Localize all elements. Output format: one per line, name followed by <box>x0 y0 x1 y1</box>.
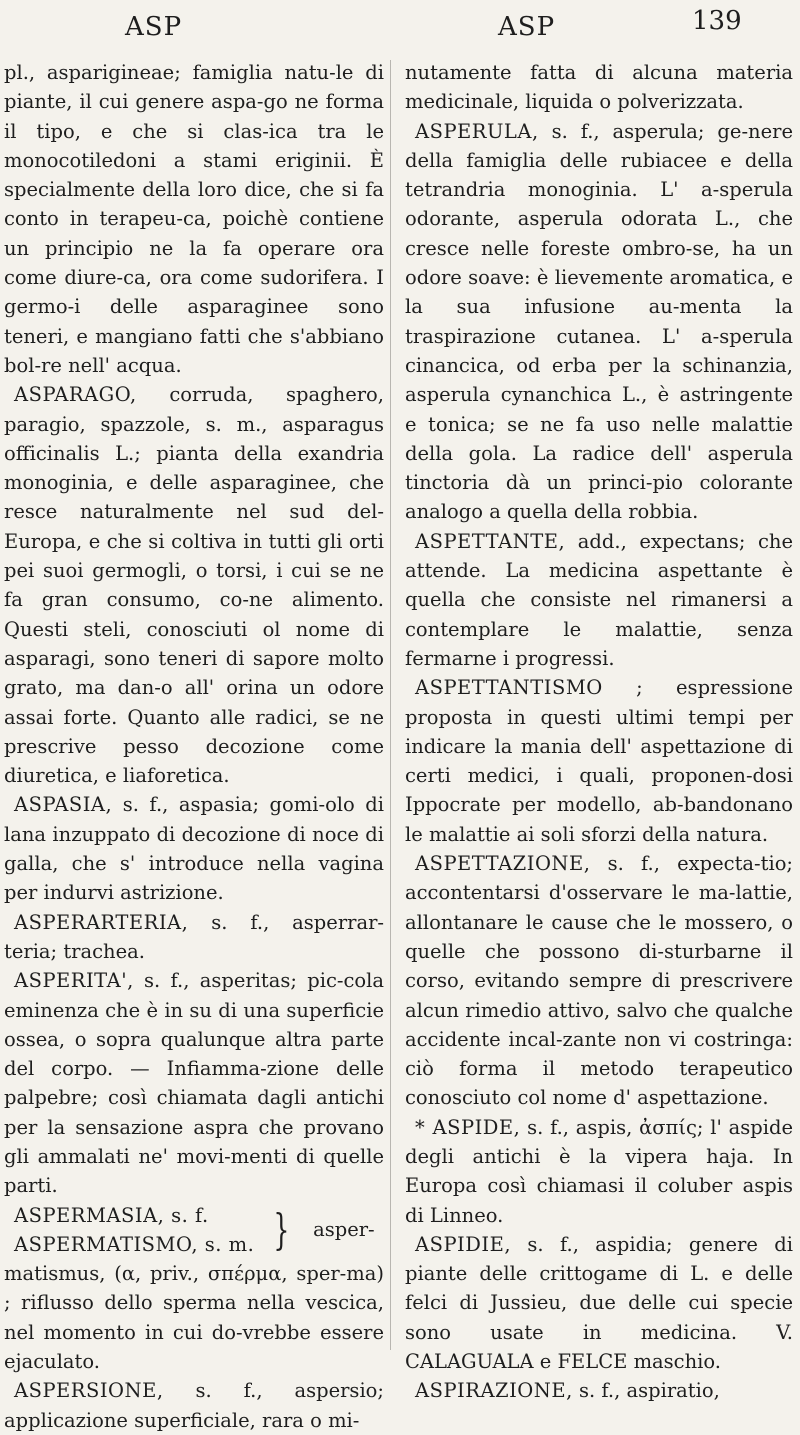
definition: add., expectans; che attende. La medicina aspettante è quella che consiste nel rimanersi a contemplare le malattie, senza fermarne i progressi. <box>405 529 794 670</box>
definition: s. f., asperula; ge-nere della famiglia delle rubiacee e della tetrandria monoginia. L' a-sperula odorante, asperula odorata L., che cresce nelle foreste ombro-se, ha un odore soave: è lievemente aromatica, e la sua infusione au-menta la traspirazione cutanea. L' a-sperula cinancica, od erba per la schinanzia, asperula cynanchica L., è astringente e tonica; se ne fa uso nelle malattie della gola. La radice dell' asperula tinctoria dà un princi-pio colorante analogo a quella della robbia. <box>405 119 793 524</box>
brace-glyph: } <box>273 1204 290 1254</box>
definition: s. f., asperitas; pic-cola eminenza che è in su di una superficie ossea, o sopra qualunque altra parte del corpo. — Infiamma-zione delle palpebre; così chiamata dagli antichi per la sensazione aspra che provano gli ammalati ne' movi-menti di quelle parti. <box>4 969 384 1198</box>
definition: s. f., expecta-tio; accontentarsi d'osservare le ma-lattie, allontanare le cause che le mossero, o quelle che possono di-sturbarne il corso, evitando sempre di prescrivere alcun rimedio attivo, salvo che qualche accidente incal-zante non vi costringa: ciò forma il metodo terapeutico conosciuto col nome d' aspettazione. <box>405 852 794 1110</box>
brace-headwords <box>4 1201 254 1260</box>
entry-asperita <box>4 966 384 1200</box>
page-number: 139 <box>692 6 742 36</box>
entry-asperarteria <box>4 908 384 967</box>
entry-aspettazione <box>405 849 793 1113</box>
headword: ASPASIA, <box>14 793 113 817</box>
headword: ASPERARTERIA, <box>14 910 189 934</box>
entry-aspersione <box>4 1376 384 1435</box>
headword: ASPETTANTE, <box>415 529 566 553</box>
headword: * ASPIDE, <box>415 1115 521 1139</box>
brace-term: asper- <box>313 1218 375 1242</box>
definition: matismus, (α, priv., σπέρμα, sper-ma) ; riflusso dello sperma nella vescica, nel momento in cui do-vrebbe essere ejaculato. <box>4 1262 384 1374</box>
definition: s. f., aspis, ἀσπίς; l' aspide degli antichi è la vipera haja. In Europa così chiamasi il coluber aspis di Linneo. <box>405 1115 793 1227</box>
headword: ASPIRAZIONE, <box>415 1379 573 1403</box>
definition: s. f., asperrar-teria; trachea. <box>4 910 385 963</box>
continued-entry-text: nutamente fatta di alcuna materia medicinale, liquida o polverizzata. <box>405 61 793 114</box>
headword: ASPERULA, <box>415 119 539 143</box>
right-column <box>405 58 794 1403</box>
entry-aspirazione <box>405 1376 793 1405</box>
entry-aspide <box>405 1113 793 1230</box>
headword: ASPETTAZIONE, <box>415 852 591 876</box>
definition: s. f., aspersio; applicazione superficiale, rara o mi- <box>4 1379 384 1432</box>
entry-asperula <box>405 117 793 527</box>
definition: corruda, spaghero, paragio, spazzole, s. m., asparagus officinalis L.; pianta della exandria monoginia, e delle asparaginee, che resce naturalmente nel sud del-Europa, e che si coltiva in tutti gli orti pei suoi germogli, o torsi, i cui se ne fa gran consumo, co-ne alimento. Questi steli, conosciuti ol nome di asparagi, sono teneri di sapore molto grato, ma dan-o all' orina un odore assai forte. Quanto alle radici, se ne prescrive pesso decozione come diuretica, e liaforetica. <box>4 383 384 788</box>
entry-aspettantismo <box>405 673 793 849</box>
continued-entry-text: pl., asparigineae; famiglia natu-le di piante, il cui genere aspa-go ne forma il tipo, e che si clas-ica tra le monocotiledoni a stami eriginii. È specialmente della loro dice, che si fa conto in terapeu-ca, poichè contiene un principio ne la fa operare ora come diure-ca, ora come sudorifera. I germo-i delle asparaginee sono teneri, e mangiano fatti che s'abbiano bol-re nell' acqua. <box>4 61 384 377</box>
headword: ASPERSIONE, <box>14 1379 164 1403</box>
entry-aspermasia-aspermatismo <box>4 1201 384 1260</box>
running-head <box>0 6 800 52</box>
definition: s. f., aspasia; gomi-olo di lana inzuppato di decozione di noce di galla, che s' introduce nella vagina per indurvi astrizione. <box>4 793 385 905</box>
headword: ASPETTANTISMO ; <box>415 676 644 700</box>
headword: ASPERMATISMO, s. m. <box>14 1232 255 1256</box>
headword: ASPIDIE, <box>415 1232 512 1256</box>
headword: ASPERITA', <box>14 969 134 993</box>
running-head-right: ASP <box>498 12 556 42</box>
running-head-left: ASP <box>125 12 183 42</box>
column-divider <box>390 60 391 1350</box>
definition: s. f., aspiratio, <box>578 1379 720 1403</box>
headword: ASPERMASIA, s. f. <box>14 1203 209 1227</box>
entry-asparago <box>4 380 384 790</box>
headword: ASPARAGO, <box>14 383 137 407</box>
definition: espressione proposta in questi ultimi tempi per indicare la mania dell' aspettazione di certi medici, i quali, proponen-dosi Ippocrate per modello, ab-bandonano le malattie ai soli sforzi della natura. <box>405 676 793 846</box>
definition: s. f., aspidia; genere di piante delle crittogame di L. e delle felci di Jussieu, due delle cui specie sono usate in medicina. V. CALAGUALA e FELCE maschio. <box>405 1232 793 1374</box>
entry-aspettante <box>405 527 793 673</box>
left-column <box>0 58 385 1432</box>
entry-aspidie <box>405 1230 793 1376</box>
entry-aspasia <box>4 790 384 907</box>
